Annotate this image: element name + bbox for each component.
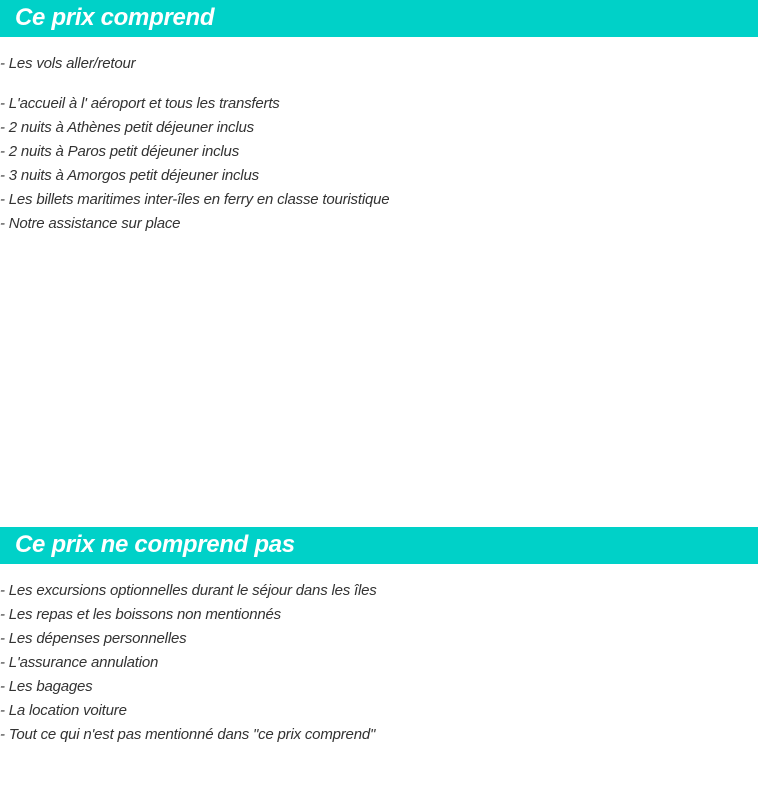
excluded-item: - L'assurance annulation: [0, 654, 159, 671]
included-header: [0, 0, 758, 37]
included-item: - 2 nuits à Paros petit déjeuner inclus: [0, 143, 240, 160]
included-item: - Notre assistance sur place: [0, 215, 181, 232]
excluded-item: - Tout ce qui n'est pas mentionné dans "ce prix comprend": [0, 726, 376, 743]
included-list: [0, 52, 389, 236]
excluded-item: - Les excursions optionnelles durant le séjour dans les îles: [0, 582, 377, 599]
included-item: - Les billets maritimes inter-îles en ferry en classe touristique: [0, 191, 390, 208]
included-item: - 3 nuits à Amorgos petit déjeuner inclus: [0, 167, 259, 184]
excluded-header: [0, 527, 758, 564]
excluded-item: - La location voiture: [0, 702, 127, 719]
included-title: Ce prix comprend: [15, 4, 215, 31]
excluded-title: Ce prix ne comprend pas: [15, 531, 295, 558]
included-item: - Les vols aller/retour: [0, 55, 136, 72]
excluded-item: - Les repas et les boissons non mentionnés: [0, 606, 281, 623]
included-item: - L'accueil à l' aéroport et tous les transferts: [0, 95, 280, 112]
excluded-item: - Les bagages: [0, 678, 93, 695]
included-item: - 2 nuits à Athènes petit déjeuner inclus: [0, 119, 254, 136]
excluded-list: [0, 579, 377, 747]
excluded-item: - Les dépenses personnelles: [0, 630, 187, 647]
